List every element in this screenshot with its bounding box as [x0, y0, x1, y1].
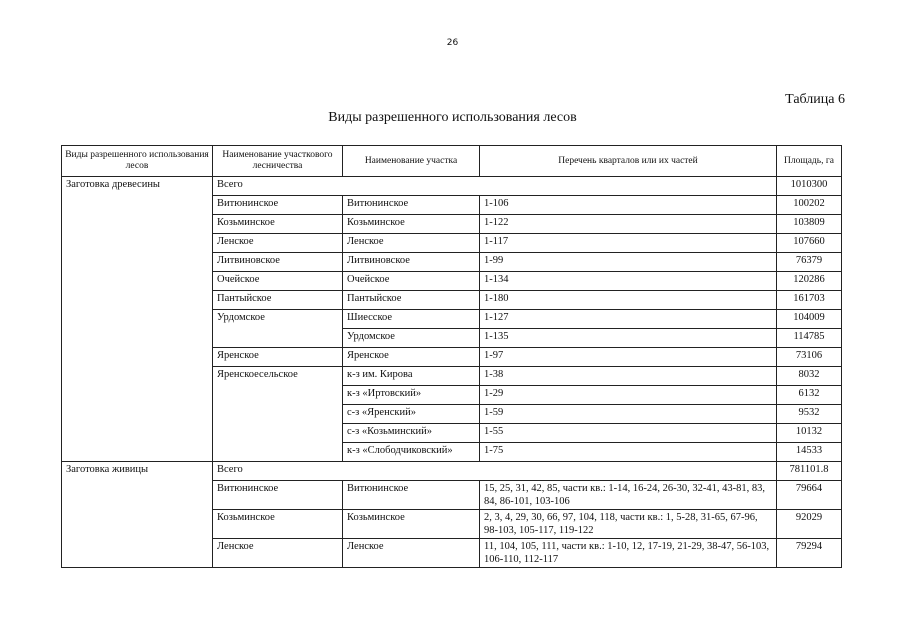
table-header-row: [62, 146, 842, 177]
quarters-cell: 1-127: [480, 310, 777, 329]
forest-use-table: [61, 145, 842, 568]
forestry-cell: Витюнинское: [213, 196, 343, 215]
column-header-quarters: Перечень кварталов или их частей: [480, 146, 777, 177]
plot-cell: Пантыйское: [343, 291, 480, 310]
forestry-cell: Яренскоесельское: [213, 367, 343, 462]
table-label: Таблица 6: [785, 92, 845, 107]
quarters-cell: 1-59: [480, 405, 777, 424]
area-cell: 9532: [777, 405, 842, 424]
forestry-cell: Витюнинское: [213, 481, 343, 510]
page-number: 26: [446, 38, 459, 48]
plot-cell: Витюнинское: [343, 196, 480, 215]
plot-cell: Ленское: [343, 539, 480, 568]
column-header-area: Площадь, га: [777, 146, 842, 177]
plot-cell: с-з «Яренский»: [343, 405, 480, 424]
forestry-cell: Яренское: [213, 348, 343, 367]
area-cell: 161703: [777, 291, 842, 310]
quarters-cell: 1-122: [480, 215, 777, 234]
plot-cell: к-з «Слободчиковский»: [343, 443, 480, 462]
quarters-cell: 11, 104, 105, 111, части кв.: 1-10, 12, 17-19, 21-29, 38-47, 56-103, 106-110, 112-117: [480, 539, 777, 568]
quarters-cell: 1-55: [480, 424, 777, 443]
column-header-forestry: Наименование участкового лесничества: [213, 146, 343, 177]
column-header-plot: Наименование участка: [343, 146, 480, 177]
plot-cell: Урдомское: [343, 329, 480, 348]
forestry-cell: Литвиновское: [213, 253, 343, 272]
area-cell: 8032: [777, 367, 842, 386]
quarters-cell: 1-99: [480, 253, 777, 272]
plot-cell: Козьминское: [343, 510, 480, 539]
plot-cell: Шиесское: [343, 310, 480, 329]
area-cell: 1010300: [777, 177, 842, 196]
forestry-cell: Козьминское: [213, 215, 343, 234]
forestry-cell: Пантыйское: [213, 291, 343, 310]
area-cell: 6132: [777, 386, 842, 405]
quarters-cell: 1-117: [480, 234, 777, 253]
area-cell: 114785: [777, 329, 842, 348]
column-header-use-type: Виды разрешенного использования лесов: [62, 146, 213, 177]
quarters-cell: 1-180: [480, 291, 777, 310]
area-cell: 92029: [777, 510, 842, 539]
plot-cell: Литвиновское: [343, 253, 480, 272]
area-cell: 73106: [777, 348, 842, 367]
forestry-cell: Ленское: [213, 234, 343, 253]
plot-cell: Яренское: [343, 348, 480, 367]
area-cell: 100202: [777, 196, 842, 215]
forestry-cell: Очейское: [213, 272, 343, 291]
quarters-cell: 1-75: [480, 443, 777, 462]
area-cell: 104009: [777, 310, 842, 329]
plot-cell: с-з «Козьминский»: [343, 424, 480, 443]
plot-cell: к-з «Иртовский»: [343, 386, 480, 405]
area-cell: 10132: [777, 424, 842, 443]
quarters-cell: 1-38: [480, 367, 777, 386]
area-cell: 79294: [777, 539, 842, 568]
quarters-cell: 1-106: [480, 196, 777, 215]
plot-cell: Очейское: [343, 272, 480, 291]
plot-cell: Ленское: [343, 234, 480, 253]
forestry-cell: Козьминское: [213, 510, 343, 539]
table-body: [62, 177, 842, 568]
forestry-cell: Ленское: [213, 539, 343, 568]
quarters-cell: 1-134: [480, 272, 777, 291]
area-cell: 79664: [777, 481, 842, 510]
plot-cell: к-з им. Кирова: [343, 367, 480, 386]
table-row: [62, 177, 842, 196]
total-label-cell: Всего: [213, 462, 777, 481]
quarters-cell: 2, 3, 4, 29, 30, 66, 97, 104, 118, части кв.: 1, 5-28, 31-65, 67-96, 98-103, 105-117, 119-122: [480, 510, 777, 539]
area-cell: 120286: [777, 272, 842, 291]
plot-cell: Витюнинское: [343, 481, 480, 510]
plot-cell: Козьминское: [343, 215, 480, 234]
table-title: Виды разрешенного использования лесов: [328, 110, 577, 125]
use-type-cell: Заготовка живицы: [62, 462, 213, 568]
forestry-cell: Урдомское: [213, 310, 343, 348]
table-row: [62, 462, 842, 481]
quarters-cell: 15, 25, 31, 42, 85, части кв.: 1-14, 16-24, 26-30, 32-41, 43-81, 83, 84, 86-101, 103-106: [480, 481, 777, 510]
quarters-cell: 1-135: [480, 329, 777, 348]
use-type-cell: Заготовка древесины: [62, 177, 213, 462]
area-cell: 781101.8: [777, 462, 842, 481]
area-cell: 76379: [777, 253, 842, 272]
total-label-cell: Всего: [213, 177, 777, 196]
quarters-cell: 1-29: [480, 386, 777, 405]
area-cell: 103809: [777, 215, 842, 234]
quarters-cell: 1-97: [480, 348, 777, 367]
area-cell: 107660: [777, 234, 842, 253]
area-cell: 14533: [777, 443, 842, 462]
